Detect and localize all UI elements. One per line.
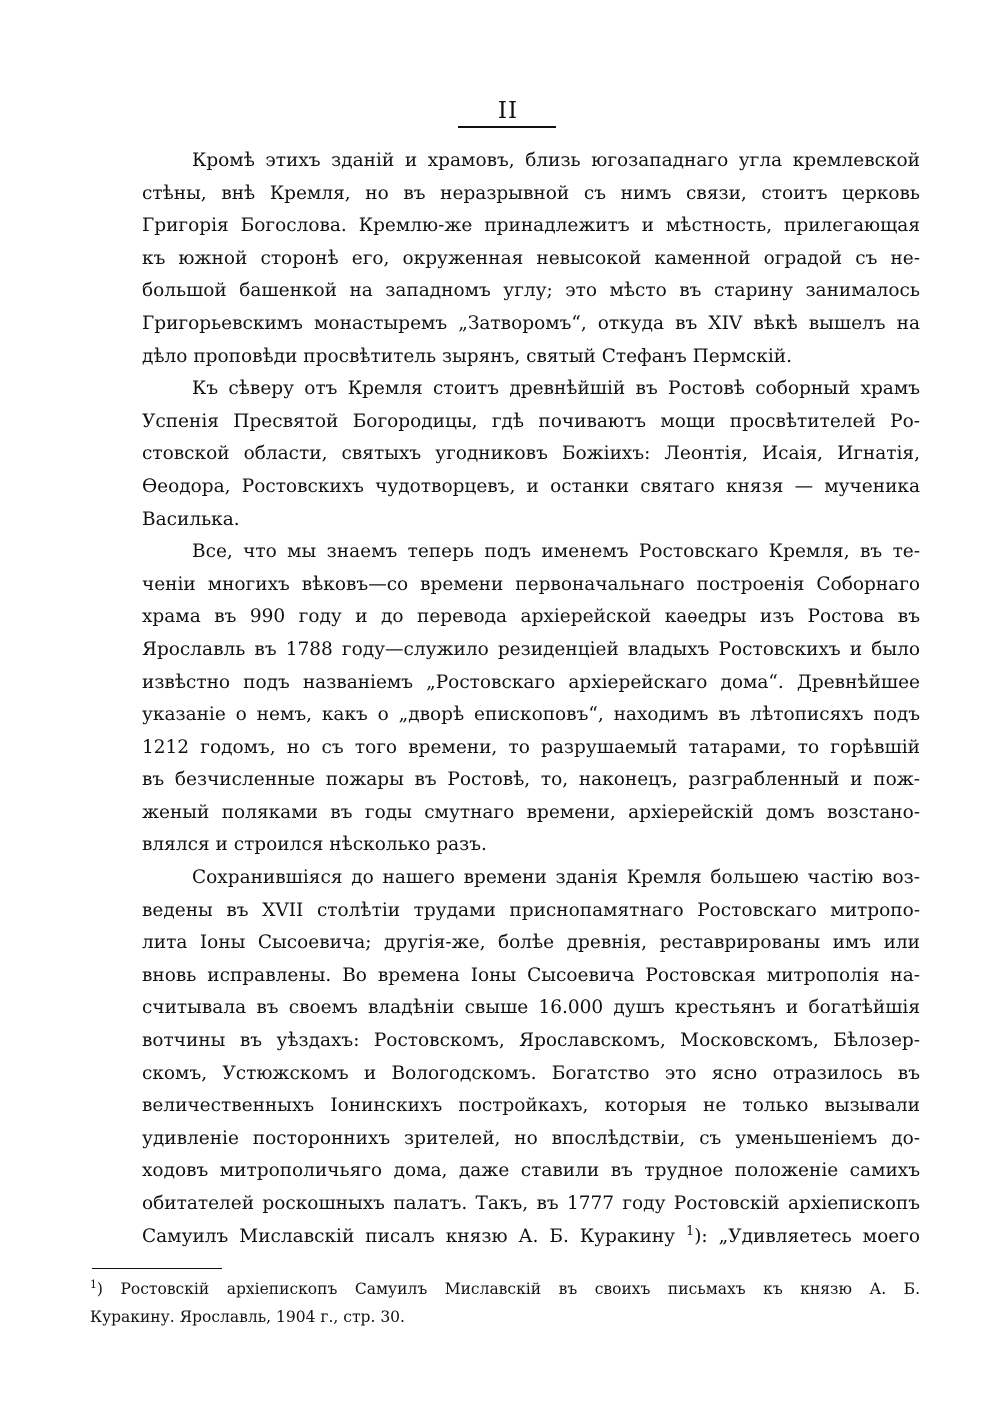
footnote-rule xyxy=(92,1268,222,1269)
footnote-line xyxy=(90,1275,920,1303)
paragraph-4 xyxy=(90,862,920,1253)
text-line: ходовъ митрополичьяго дома, даже ставили въ трудное положеніе самихъ xyxy=(142,1160,920,1182)
text-line: влялся и строился нѣсколько разъ. xyxy=(142,834,487,856)
footnote-reference[interactable]: 1 xyxy=(685,1223,695,1239)
text-line: Къ сѣверу отъ Кремля стоитъ древнѣйшій въ Ростовѣ соборный храмъ xyxy=(192,378,920,400)
text-line: ченіи многихъ вѣковъ—со времени первоначальнаго построенія Соборнаго xyxy=(142,573,920,595)
paragraph-1 xyxy=(90,145,920,373)
text-line: 1212 годомъ, но съ того времени, то разрушаемый татарами, то горѣвшій xyxy=(142,736,920,758)
footnote xyxy=(90,1275,920,1331)
text-line: женый поляками въ годы смутнаго времени, архіерейскій домъ возстано- xyxy=(142,801,920,823)
text-fragment: ): „Удивляетесь моего xyxy=(694,1225,920,1247)
text-line-with-note xyxy=(90,1221,920,1254)
paragraph-3 xyxy=(90,536,920,862)
text-line: вновь исправлены. Во времена Іоны Сысоевича Ростовская митрополія на- xyxy=(142,964,920,986)
footnote-marker: 1 xyxy=(90,1277,97,1291)
text-line: ведены въ XVII столѣтіи трудами приснопамятнаго Ростовскаго митропо- xyxy=(142,899,920,921)
text-line: обитателей роскошныхъ палатъ. Такъ, въ 1777 году Ростовскій архіепископъ xyxy=(142,1193,920,1214)
text-line: храма въ 990 году и до перевода архіерейской каѳедры изъ Ростова въ xyxy=(142,606,920,628)
text-line: Успенія Пресвятой Богородицы, гдѣ почиваютъ мощи просвѣтителей Ро- xyxy=(142,410,920,432)
text-line: удивленіе постороннихъ зрителей, но впослѣдствіи, съ уменьшеніемъ до- xyxy=(142,1127,920,1149)
header-rule xyxy=(458,126,556,128)
text-line: лита Іоны Сысоевича; другія-же, болѣе древнія, реставрированы имъ или xyxy=(142,932,920,954)
text-fragment: Самуилъ Миславскій писалъ князю А. Б. Куракину xyxy=(142,1225,676,1247)
text-line: вотчины въ уѣздахъ: Ростовскомъ, Ярославскомъ, Московскомъ, Бѣлозер- xyxy=(142,1030,920,1052)
text-line: величественныхъ Іонинскихъ постройкахъ, которыя не только вызывали xyxy=(142,1095,920,1117)
text-line: Григорьевскимъ монастыремъ „Затворомъ“, откуда въ XIV вѣкѣ вышелъ на xyxy=(142,312,920,334)
text-line: дѣло проповѣди просвѣтитель зырянъ, святый Стефанъ Пермскій. xyxy=(142,345,792,367)
main-text xyxy=(90,145,920,1253)
text-line: стѣны, внѣ Кремля, но въ неразрывной съ нимъ связи, стоитъ церковь xyxy=(142,182,920,204)
text-line: Кромѣ этихъ зданій и храмовъ, близь югозападнаго угла кремлевской xyxy=(192,150,920,171)
text-line: указаніе о немъ, какъ о „дворѣ епископовъ“, находимъ въ лѣтописяхъ подъ xyxy=(142,704,920,726)
text-line: Все, что мы знаемъ теперь подъ именемъ Ростовскаго Кремля, въ те- xyxy=(192,541,920,563)
text-line: въ безчисленные пожары въ Ростовѣ, то, наконецъ, разграбленный и пож- xyxy=(142,769,920,791)
footnote-text: ) Ростовскій архіепископъ Самуилъ Миславскій въ своихъ письмахъ къ князю А. Б. xyxy=(96,1280,920,1298)
page-number: II xyxy=(497,98,519,124)
text-line: къ южной сторонѣ его, окруженная невысокой каменной оградой съ не- xyxy=(142,247,920,269)
text-line: большой башенкой на западномъ углу; это мѣсто въ старину занималось xyxy=(142,280,920,302)
footnote-line: Куракину. Ярославль, 1904 г., стр. 30. xyxy=(90,1308,405,1326)
text-line: извѣстно подъ названіемъ „Ростовскаго архіерейскаго дома“. Древнѣйшее xyxy=(142,671,920,693)
text-line: Григорія Богослова. Кремлю-же принадлежитъ и мѣстность, прилегающая xyxy=(142,215,920,237)
text-line: Сохранившіяся до нашего времени зданія Кремля большею частію воз- xyxy=(192,867,920,889)
text-line: Ярославль въ 1788 году—служило резиденціей владыхъ Ростовскихъ и было xyxy=(142,638,920,660)
text-line: Василька. xyxy=(142,508,240,530)
text-line: скомъ, Устюжскомъ и Вологодскомъ. Богатство это ясно отразилось въ xyxy=(142,1062,920,1084)
paragraph-2 xyxy=(90,373,920,536)
text-line: стовской области, святыхъ угодниковъ Божіихъ: Леонтія, Исаія, Игнатія, xyxy=(142,443,920,465)
text-line: считывала въ своемъ владѣніи свыше 16.000 душъ крестьянъ и богатѣйшія xyxy=(142,997,920,1019)
text-line: Ѳеодора, Ростовскихъ чудотворцевъ, и останки святаго князя — мученика xyxy=(142,475,920,497)
